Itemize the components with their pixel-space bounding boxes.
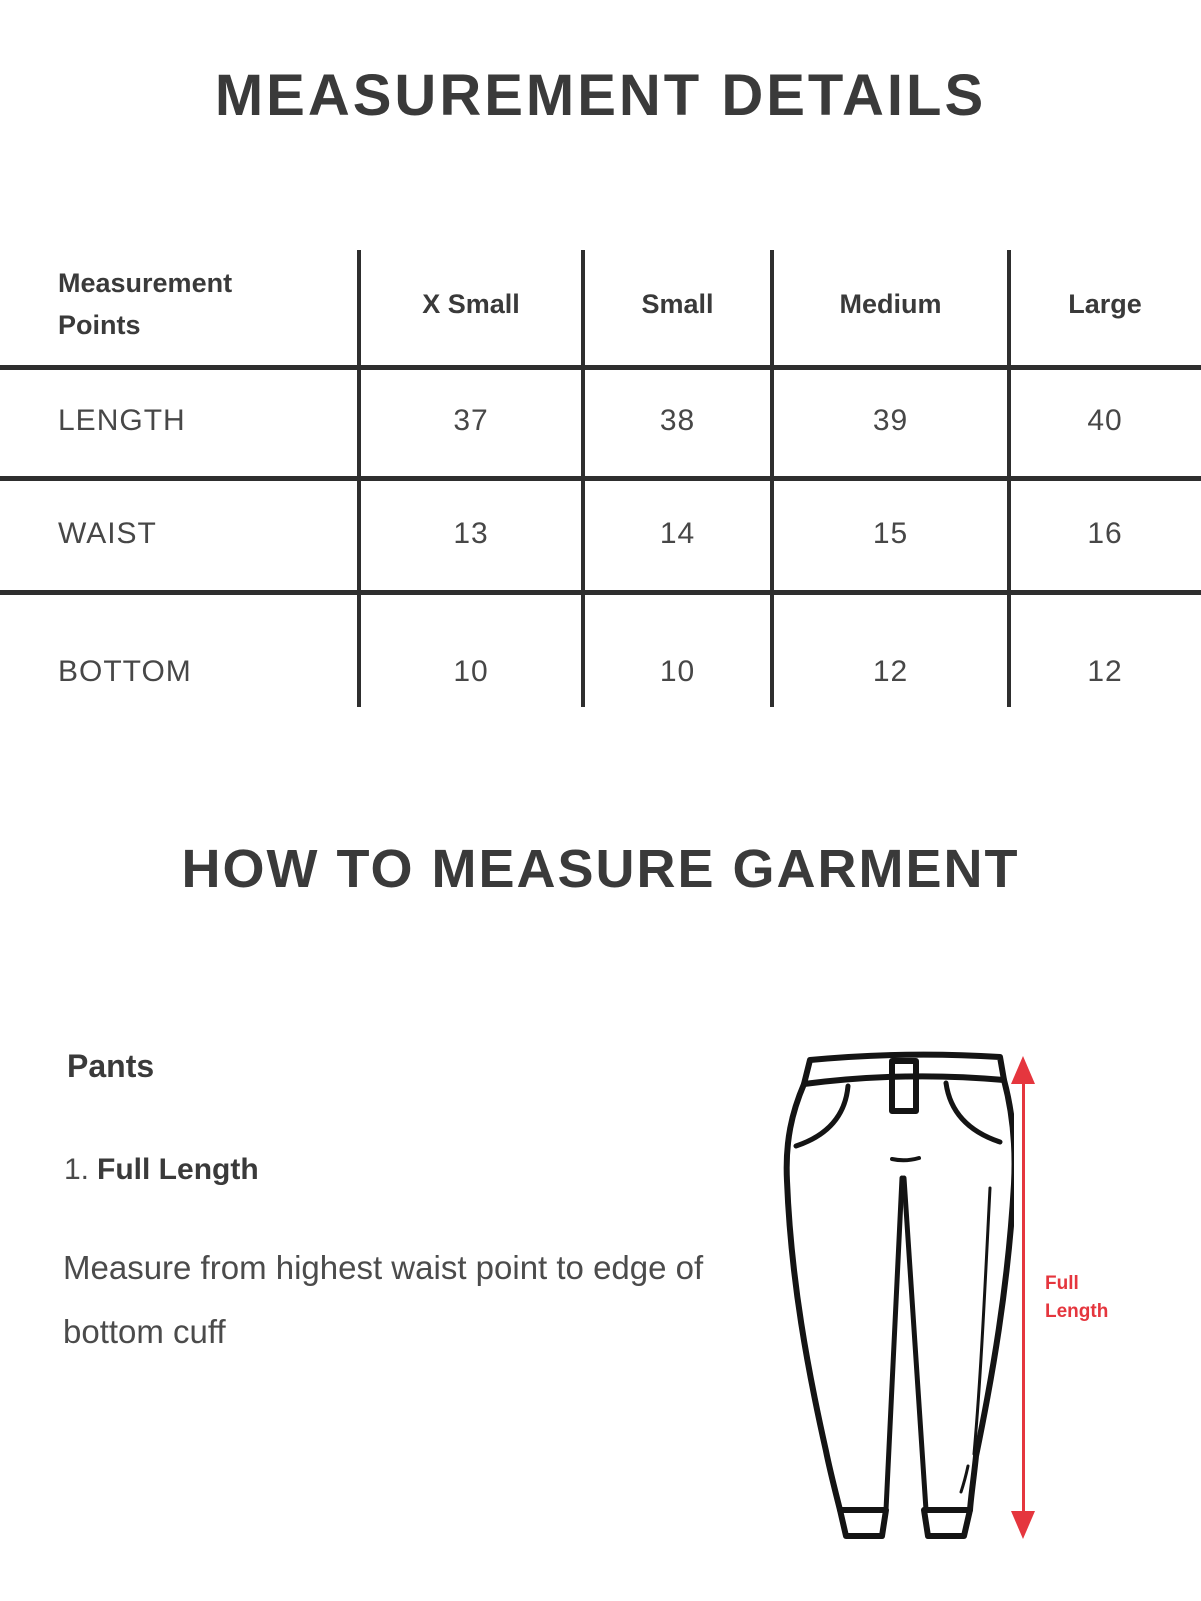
table-cell-bottom-large: 12: [1087, 655, 1123, 688]
column-header-large: Large: [1068, 289, 1142, 320]
full-length-arrow-head-up: [1011, 1056, 1035, 1084]
row-label-waist: WAIST: [58, 517, 157, 550]
column-header-x-small: X Small: [422, 289, 520, 320]
table-divider-3: [770, 250, 774, 707]
table-rule-below-length: [0, 476, 1201, 481]
page-title: MEASUREMENT DETAILS: [214, 63, 987, 128]
table-cell-waist-small: 14: [659, 517, 696, 550]
column-header-medium: Medium: [839, 289, 942, 320]
table-divider-4: [1007, 250, 1011, 707]
section-title: HOW TO MEASURE GARMENT: [181, 839, 1020, 899]
table-cell-waist-xsmall: 13: [453, 517, 489, 550]
table-cell-length-xsmall: 37: [453, 404, 489, 437]
arrow-label-line1: Full: [1045, 1273, 1079, 1294]
full-length-arrow-line: [1022, 1082, 1025, 1512]
column-header-small: Small: [641, 289, 714, 320]
row-label-bottom: BOTTOM: [58, 655, 192, 688]
full-length-arrow-label: [1045, 1270, 1108, 1326]
table-cell-length-small: 38: [659, 404, 696, 437]
arrow-label-line2: Length: [1045, 1301, 1109, 1322]
measurement-table: [0, 245, 1201, 757]
step-number: 1.: [64, 1153, 90, 1186]
table-cell-waist-medium: 15: [872, 517, 909, 550]
garment-heading: Pants: [67, 1048, 155, 1084]
full-length-arrow-head-down: [1011, 1511, 1035, 1539]
step-description: Measure from highest waist point to edge of bottom cuff: [63, 1249, 704, 1350]
step-title: Full Length: [97, 1153, 259, 1186]
step-heading: [64, 1153, 259, 1187]
table-cell-waist-large: 16: [1087, 517, 1123, 550]
table-cell-bottom-small: 10: [659, 655, 696, 688]
table-rule-below-header: [0, 365, 1201, 370]
table-cell-length-medium: 39: [872, 404, 909, 437]
table-cell-bottom-xsmall: 10: [453, 655, 489, 688]
table-cell-bottom-medium: 12: [872, 655, 909, 688]
table-divider-2: [581, 250, 585, 707]
row-label-length: LENGTH: [58, 404, 186, 437]
table-rule-below-waist: [0, 590, 1201, 595]
table-divider-1: [357, 250, 361, 707]
column-header-measurement-points: Measurement Points: [58, 268, 233, 340]
pants-illustration: [778, 1046, 1014, 1546]
table-cell-length-large: 40: [1087, 404, 1123, 437]
